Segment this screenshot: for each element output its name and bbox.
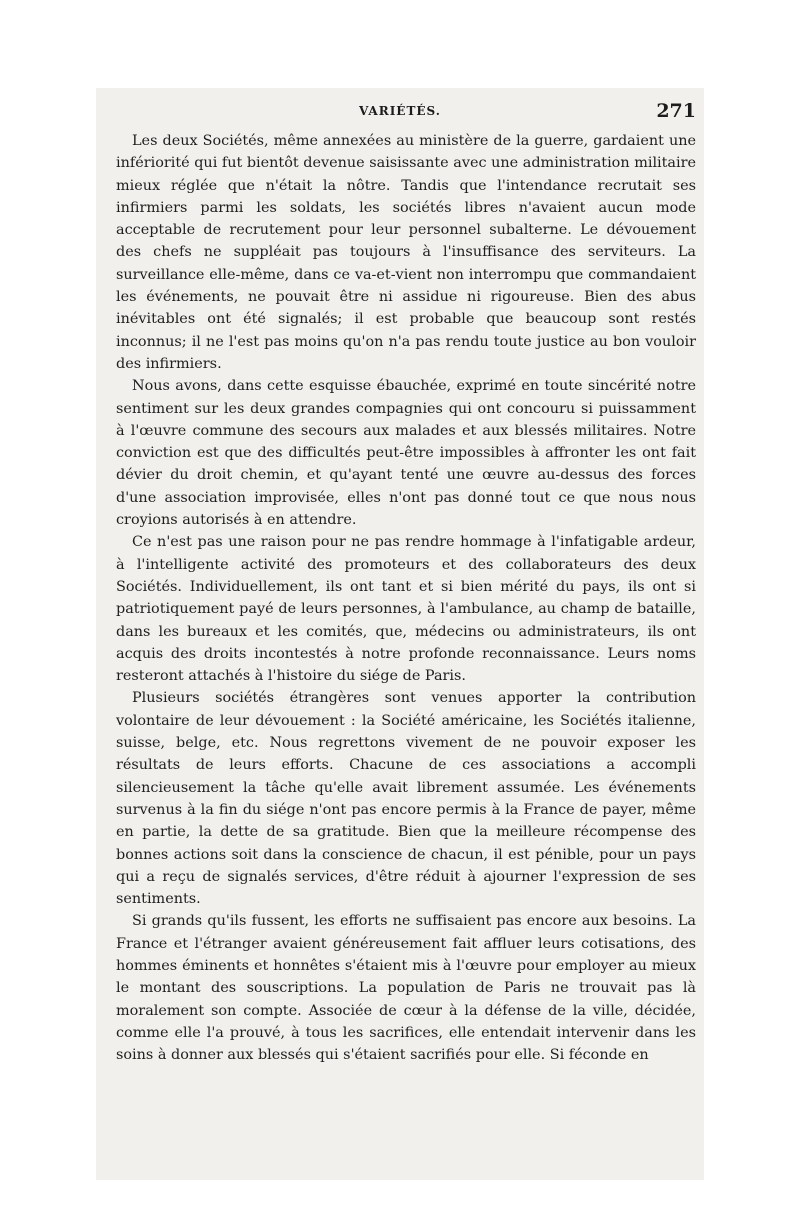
paragraph: Si grands qu'ils fussent, les efforts ne suffisaient pas encore aux besoins. La France et l'étranger avaient généreusement fait affluer leurs cotisations, des hommes éminents et honnêtes s'étaient mis à l'œuvre pour employer au mieux le montant des souscriptions. La population de Paris ne trouvait pas là moralement son compte. Associée de cœur à la défense de la ville, décidée, comme elle l'a prouvé, à tous les sacrifices, elle entendait intervenir dans les soins à donner aux blessés qui s'étaient sacrifiés pour elle. Si féconde en	[116, 913, 696, 1064]
paragraph: Ce n'est pas une raison pour ne pas rendre hommage à l'infatigable ardeur, à l'intelligente activité des promoteurs et des collaborateurs des deux Sociétés. Individuellement, ils ont tant et si bien mérité du pays, ils ont si patriotiquement payé de leurs personnes, à l'ambulance, au champ de bataille, dans les bureaux et les comités, que, médecins ou administrateurs, ils ont acquis des droits incontestés à notre profonde reconnaissance. Leurs noms resteront attachés à l'histoire du siége de Paris.	[116, 534, 696, 685]
paragraph: Plusieurs sociétés étrangères sont venues apporter la contribution volontaire de leur dévouement : la Société américaine, les Sociétés italienne, suisse, belge, etc. Nous regrettons vivement de ne pouvoir exposer les résultats de leurs efforts. Chacune de ces associations a accompli silencieusement la tâche qu'elle avait librement assumée. Les événements survenus à la fin du siége n'ont pas encore permis à la France de payer, même en partie, la dette de sa gratitude. Bien que la meilleure récompense des bonnes actions soit dans la conscience de chacun, il est pénible, pour un pays qui a reçu de signalés services, d'être réduit à ajourner l'expression de ses sentiments.	[116, 690, 696, 908]
page-header	[96, 100, 704, 126]
book-page	[96, 88, 704, 1180]
paragraph: Les deux Sociétés, même annexées au ministère de la guerre, gardaient une infériorité qui fut bientôt devenue saisissante avec une administration militaire mieux réglée que n'était la nôtre. Tandis que l'intendance recrutait ses infirmiers parmi les soldats, les sociétés libres n'avaient aucun mode acceptable de recrutement pour leur personnel subalterne. Le dévouement des chefs ne suppléait pas toujours à l'insuffisance des serviteurs. La surveillance elle-même, dans ce va-et-vient non interrompu que commandaient les événements, ne pouvait être ni assidue ni rigoureuse. Bien des abus inévitables ont été signalés; il est probable que beaucoup sont restés inconnus; il ne l'est pas moins qu'on n'a pas rendu toute justice au bon vouloir des infirmiers.	[116, 133, 697, 372]
paragraph: Nous avons, dans cette esquisse ébauchée, exprimé en toute sincérité notre sentiment sur les deux grandes compagnies qui ont concouru si puissamment à l'œuvre commune des secours aux malades et aux blessés militaires. Notre conviction est que des difficultés peut-être impossibles à affronter les ont fait dévier du droit chemin, et qu'ayant tenté une œuvre au-dessus des forces d'une association improvisée, elles n'ont pas donné tout ce que nous nous croyions autorisés à en attendre.	[116, 378, 696, 529]
body-text	[116, 130, 696, 1066]
page-number: 271	[656, 100, 696, 122]
running-title: VARIÉTÉS.	[359, 104, 441, 118]
